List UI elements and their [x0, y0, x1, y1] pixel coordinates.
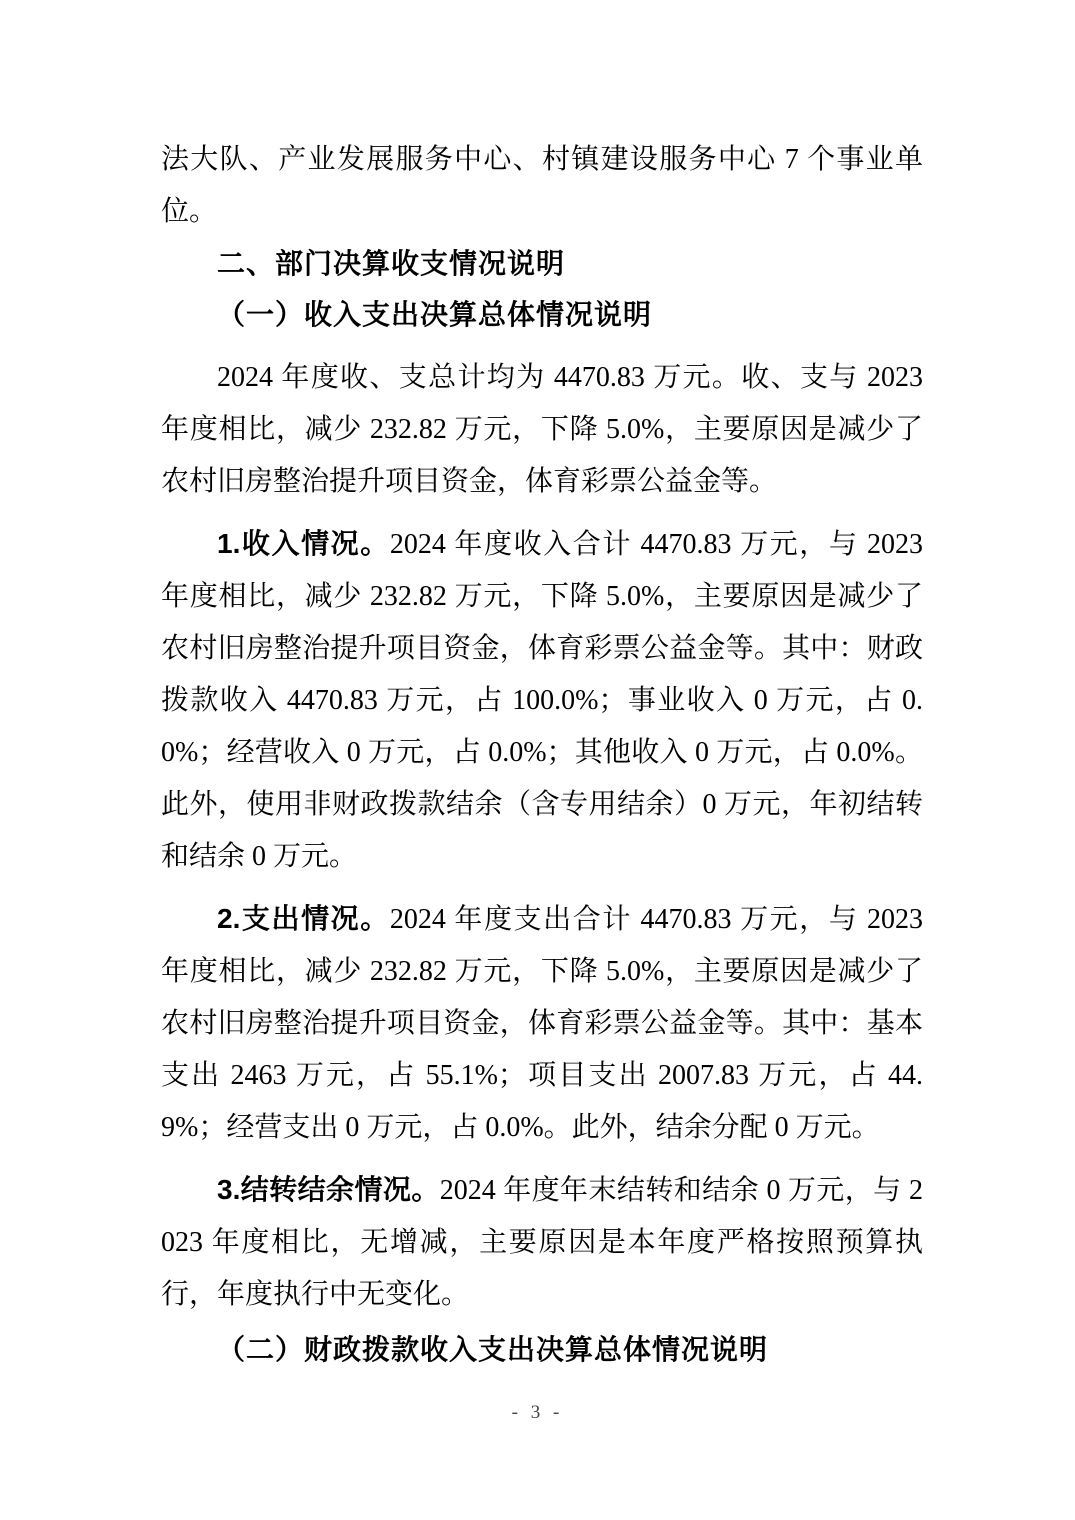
paragraph-continuation: 法大队、产业发展服务中心、村镇建设服务中心 7 个事业单位。: [161, 144, 923, 227]
paragraph-overview: 2024 年度收、支总计均为 4470.83 万元。收、支与 2023 年度相比，减少 232.82 万元，下降 5.0%，主要原因是减少了农村旧房整治提升项目资金，体育彩票公益金等。: [161, 362, 923, 497]
expense-lead-label: 2.支出情况。: [217, 903, 390, 934]
income-body-text: 2024 年度收入合计 4470.83 万元，与 2023 年度相比，减少 232.82 万元，下降 5.0%，主要原因是减少了农村旧房整治提升项目资金，体育彩票公益金等。其中：财政拨款收入 4470.83 万元，占 100.0%；事业收入 0 万元，占 0.0%；经营收入 0 万元，占 0.0%；其他收入 0 万元，占 0.0%。此外，使用非财政拨款结余（含专用结余）0 万元，年初结转和结余 0 万元。: [161, 529, 923, 872]
expense-body-text: 2024 年度支出合计 4470.83 万元，与 2023 年度相比，减少 232.82 万元，下降 5.0%，主要原因是减少了农村旧房整治提升项目资金，体育彩票公益金等。其中：基本支出 2463 万元，占 55.1%；项目支出 2007.83 万元，占 44.9%；经营支出 0 万元，占 0.0%。此外，结余分配 0 万元。: [161, 904, 923, 1143]
carryover-body-text: 2024 年度年末结转和结余 0 万元，与 2023 年度相比，无增减，主要原因是本年度严格按照预算执行，年度执行中无变化。: [161, 1175, 923, 1310]
carryover-lead-label: 3.结转结余情况。: [217, 1174, 440, 1205]
paragraph-carryover: [161, 1164, 923, 1321]
document-body: [161, 134, 923, 1377]
paragraph-expense: [161, 893, 923, 1154]
income-lead-label: 1.收入情况。: [217, 528, 390, 559]
subsection-heading-fiscal-appropriation: （二）财政拨款收入支出决算总体情况说明: [217, 1335, 769, 1366]
page-number: - 3 -: [511, 1402, 564, 1423]
subsection-heading-income-expense-overview: （一）收入支出决算总体情况说明: [217, 300, 653, 331]
section-heading: 二、部门决算收支情况说明: [217, 248, 566, 279]
paragraph-income: [161, 518, 923, 883]
